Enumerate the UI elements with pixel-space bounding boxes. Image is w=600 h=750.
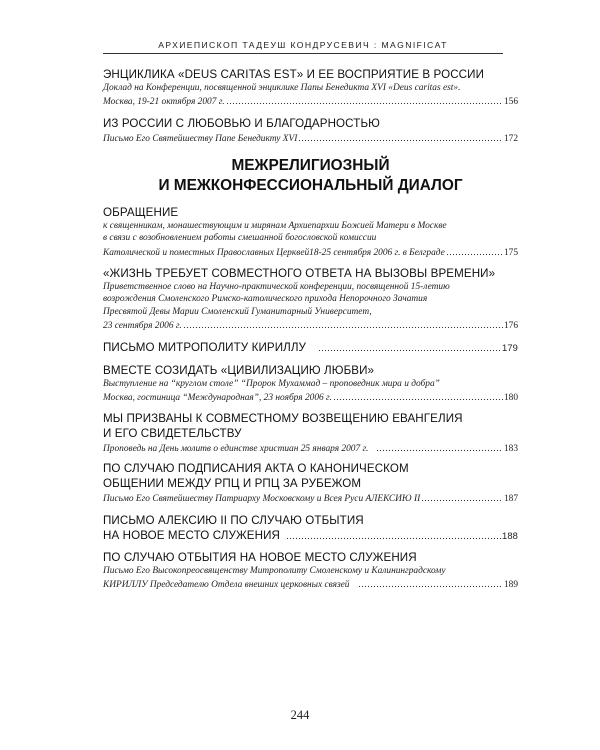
page-number: 189 <box>503 580 518 591</box>
toc-entry <box>103 461 518 505</box>
entry-description: Выступление на “круглом столе” “Пророк Мухаммад – проповедник мира и добра” <box>103 379 440 389</box>
entry-description-line <box>103 131 518 145</box>
toc-entry <box>103 513 518 543</box>
entry-description: возрождения Смоленского Римско-католического прихода Непорочного Зачатия <box>103 294 428 305</box>
entry-title: МЫ ПРИЗВАНЫ К СОВМЕСТНОМУ ВОЗВЕЩЕНИЮ ЕВАНГЕЛИЯ <box>103 412 463 425</box>
entry-title: НА НОВОЕ МЕСТО СЛУЖЕНИЯ <box>103 529 280 542</box>
entry-title: ПО СЛУЧАЮ ОТБЫТИЯ НА НОВОЕ МЕСТО СЛУЖЕНИЯ <box>103 551 417 564</box>
toc-entry <box>103 363 518 405</box>
section-heading-line: И МЕЖКОНФЕССИОНАЛЬНЫЙ ДИАЛОГ <box>158 177 463 194</box>
page-number: 175 <box>503 247 518 258</box>
entry-title: ОБРАЩЕНИЕ <box>103 206 179 219</box>
dot-leader <box>376 442 503 452</box>
toc-entry <box>103 550 518 592</box>
entry-title: ПО СЛУЧАЮ ПОДПИСАНИЯ АКТА О КАНОНИЧЕСКОМ <box>103 462 409 475</box>
entry-description-line <box>103 94 518 108</box>
entry-description: 23 сентября 2006 г. <box>103 321 182 332</box>
entry-title: И ЕГО СВИДЕТЕЛЬСТВУ <box>103 427 242 440</box>
entry-description: Католической и поместных Православных Церквей18-25 сентября 2006 г. в Белграде <box>103 247 445 258</box>
dot-leader <box>286 530 501 540</box>
toc-entry <box>103 67 518 109</box>
entry-title: ПИСЬМО МИТРОПОЛИТУ КИРИЛЛУ <box>103 341 307 354</box>
dot-leader <box>183 319 503 329</box>
page-number: 172 <box>503 134 518 144</box>
page-number: 176 <box>503 321 518 332</box>
page-number: 183 <box>503 444 518 454</box>
entry-description: Письмо Его Высокопреосвященству Митрополиту Смоленскому и Калининградскому <box>103 566 446 576</box>
page-number-footer: 244 <box>290 708 310 722</box>
dot-leader <box>446 246 503 256</box>
entry-title-line <box>103 528 518 543</box>
dot-leader <box>421 492 503 502</box>
entry-description: Проповедь на День молитв о единстве христиан 25 января 2007 г. <box>103 444 369 454</box>
entry-description: Письмо Его Святейшеству Папе Бенедикту XVI <box>103 134 298 144</box>
entry-title: «ЖИЗНЬ ТРЕБУЕТ СОВМЕСТНОГО ОТВЕТА НА ВЫЗОВЫ ВРЕМЕНИ» <box>103 267 496 280</box>
entry-description-line <box>103 441 518 455</box>
entry-description: к священникам, монашествующим и мирянам Архиепархии Божией Матери в Москве <box>103 221 447 231</box>
entry-description: Письмо Его Святейшеству Патриарху Московскому и Всея Руси АЛЕКСИЮ II <box>103 494 421 504</box>
entry-title: ЭНЦИКЛИКА «DEUS CARITAS EST» И ЕЕ ВОСПРИЯТИЕ В РОССИИ <box>103 68 485 81</box>
entry-title: ОБЩЕНИИ МЕЖДУ РПЦ И РПЦ ЗА РУБЕЖОМ <box>103 477 362 490</box>
dot-leader <box>226 95 503 105</box>
entry-description: Москва, гостиница “Международная”, 23 ноября 2006 г. <box>103 393 332 404</box>
entry-description: Москва, 19-21 октября 2007 г. <box>103 97 225 108</box>
entry-description-line <box>103 577 518 591</box>
page-number: 187 <box>503 494 518 504</box>
toc-entry <box>103 205 518 259</box>
entry-description-line <box>103 245 518 259</box>
entry-title: ИЗ РОССИИ С ЛЮБОВЬЮ И БЛАГОДАРНОСТЬЮ <box>103 117 380 130</box>
entry-description: КИРИЛЛУ Председателю Отдела внешних церковных связей <box>103 580 350 591</box>
entry-description-line <box>103 491 518 505</box>
page-number: 179 <box>502 342 518 353</box>
dot-leader <box>298 132 503 142</box>
toc-entry <box>103 411 518 455</box>
toc-entry <box>103 340 518 355</box>
dot-leader <box>318 342 501 352</box>
entry-description: Пресвятой Девы Марии Смоленский Гуманитарный Университет, <box>103 306 372 317</box>
page-number: 180 <box>503 393 518 404</box>
entry-description: Приветственное слово на Научно-практической конференции, посвященной 15-летию <box>103 282 450 292</box>
section-heading-line: МЕЖРЕЛИГИОЗНЫЙ <box>231 157 390 174</box>
entry-description: Доклад на Конференции, посвященной энциклике Папы Бенедикта XVI «Deus caritas est». <box>103 83 461 93</box>
page-number: 156 <box>503 97 518 108</box>
toc-entry <box>103 266 518 333</box>
running-head: АРХИЕПИСКОП ТАДЕУШ КОНДРУСЕВИЧ : MAGNIFICAT <box>103 40 503 54</box>
dot-leader <box>358 578 503 588</box>
page-number: 188 <box>502 530 518 541</box>
dot-leader <box>333 391 503 401</box>
section-heading <box>103 156 518 196</box>
entry-description: в связи с возобновлением работы смешанной богословской комиссии <box>103 233 377 244</box>
entry-description-line <box>103 390 518 404</box>
toc-entry <box>103 116 518 145</box>
entry-title: ВМЕСТЕ СОЗИДАТЬ «ЦИВИЛИЗАЦИЮ ЛЮБВИ» <box>103 364 375 377</box>
entry-title: ПИСЬМО АЛЕКСИЮ II ПО СЛУЧАЮ ОТБЫТИЯ <box>103 514 364 527</box>
entry-title-line <box>103 340 518 355</box>
entry-description-line <box>103 318 518 332</box>
